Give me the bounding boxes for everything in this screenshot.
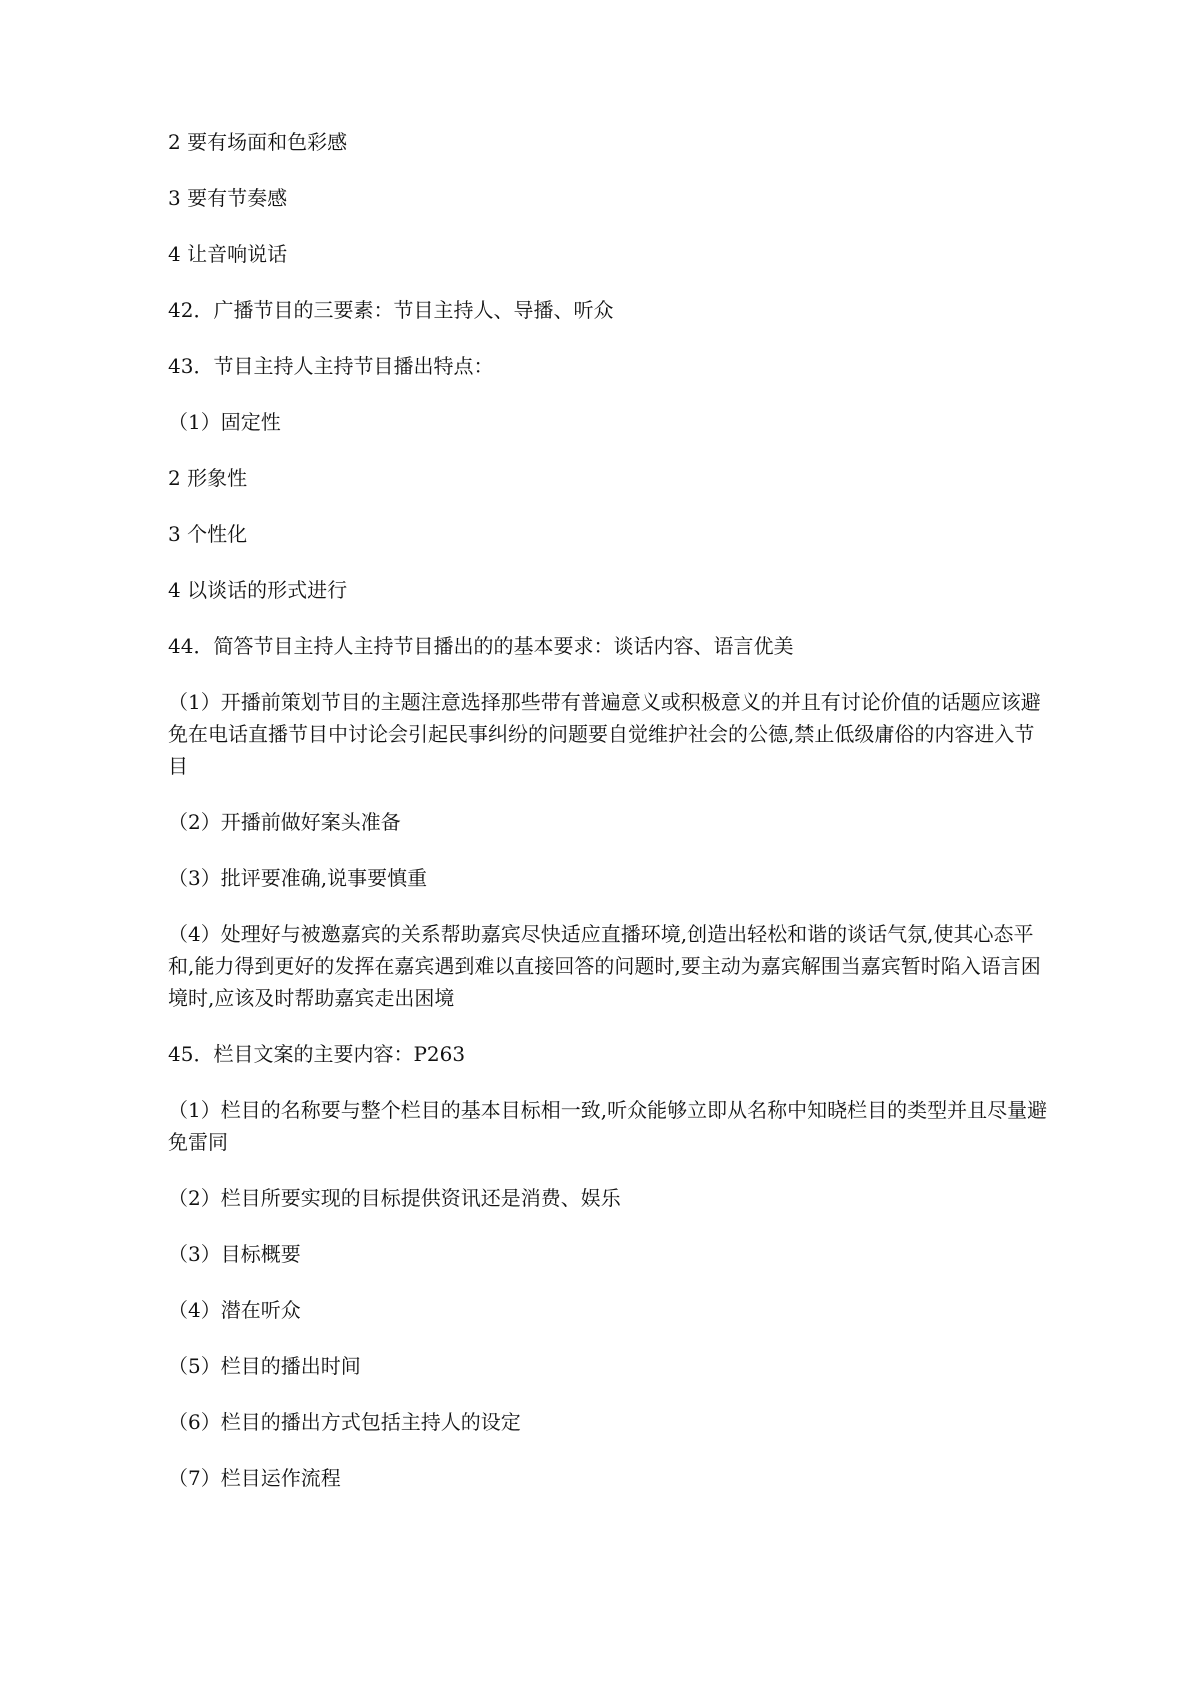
paragraph: （1）栏目的名称要与整个栏目的基本目标相一致,听众能够立即从名称中知晓栏目的类型并且尽量避免雷同: [168, 1098, 1048, 1154]
paragraph: （1）固定性: [168, 410, 281, 434]
paragraph: （3）目标概要: [168, 1242, 301, 1266]
paragraph: 2 形象性: [168, 466, 248, 490]
paragraph: 3 要有节奏感: [168, 186, 288, 210]
paragraph: （6）栏目的播出方式包括主持人的设定: [168, 1410, 521, 1434]
paragraph: （1）开播前策划节目的主题注意选择那些带有普遍意义或积极意义的并且有讨论价值的话题应该避免在电话直播节目中讨论会引起民事纠纷的问题要自觉维护社会的公德,禁止低级庸俗的内容进入节目: [168, 690, 1041, 778]
paragraph-heading-42: 42．广播节目的三要素：节目主持人、导播、听众: [168, 298, 614, 322]
paragraph: 4 以谈话的形式进行: [168, 578, 348, 602]
document-body: [168, 126, 1048, 1518]
paragraph: 3 个性化: [168, 522, 248, 546]
paragraph: （2）开播前做好案头准备: [168, 810, 401, 834]
paragraph: （5）栏目的播出时间: [168, 1354, 361, 1378]
paragraph: 4 让音响说话: [168, 242, 288, 266]
paragraph: （2）栏目所要实现的目标提供资讯还是消费、娱乐: [168, 1186, 621, 1210]
paragraph: （7）栏目运作流程: [168, 1466, 341, 1490]
paragraph-heading-45: 45．栏目文案的主要内容：P263: [168, 1042, 466, 1066]
paragraph: （3）批评要准确,说事要慎重: [168, 866, 428, 890]
paragraph-heading-44: 44．简答节目主持人主持节目播出的的基本要求：谈话内容、语言优美: [168, 634, 794, 658]
paragraph: （4）潜在听众: [168, 1298, 301, 1322]
paragraph: 2 要有场面和色彩感: [168, 130, 348, 154]
paragraph-heading-43: 43．节目主持人主持节目播出特点：: [168, 354, 494, 378]
paragraph: （4）处理好与被邀嘉宾的关系帮助嘉宾尽快适应直播环境,创造出轻松和谐的谈话气氛,使其心态平和,能力得到更好的发挥在嘉宾遇到难以直接回答的问题时,要主动为嘉宾解围当嘉宾暂时陷入语言困境时,应该及时帮助嘉宾走出困境: [168, 922, 1041, 1010]
